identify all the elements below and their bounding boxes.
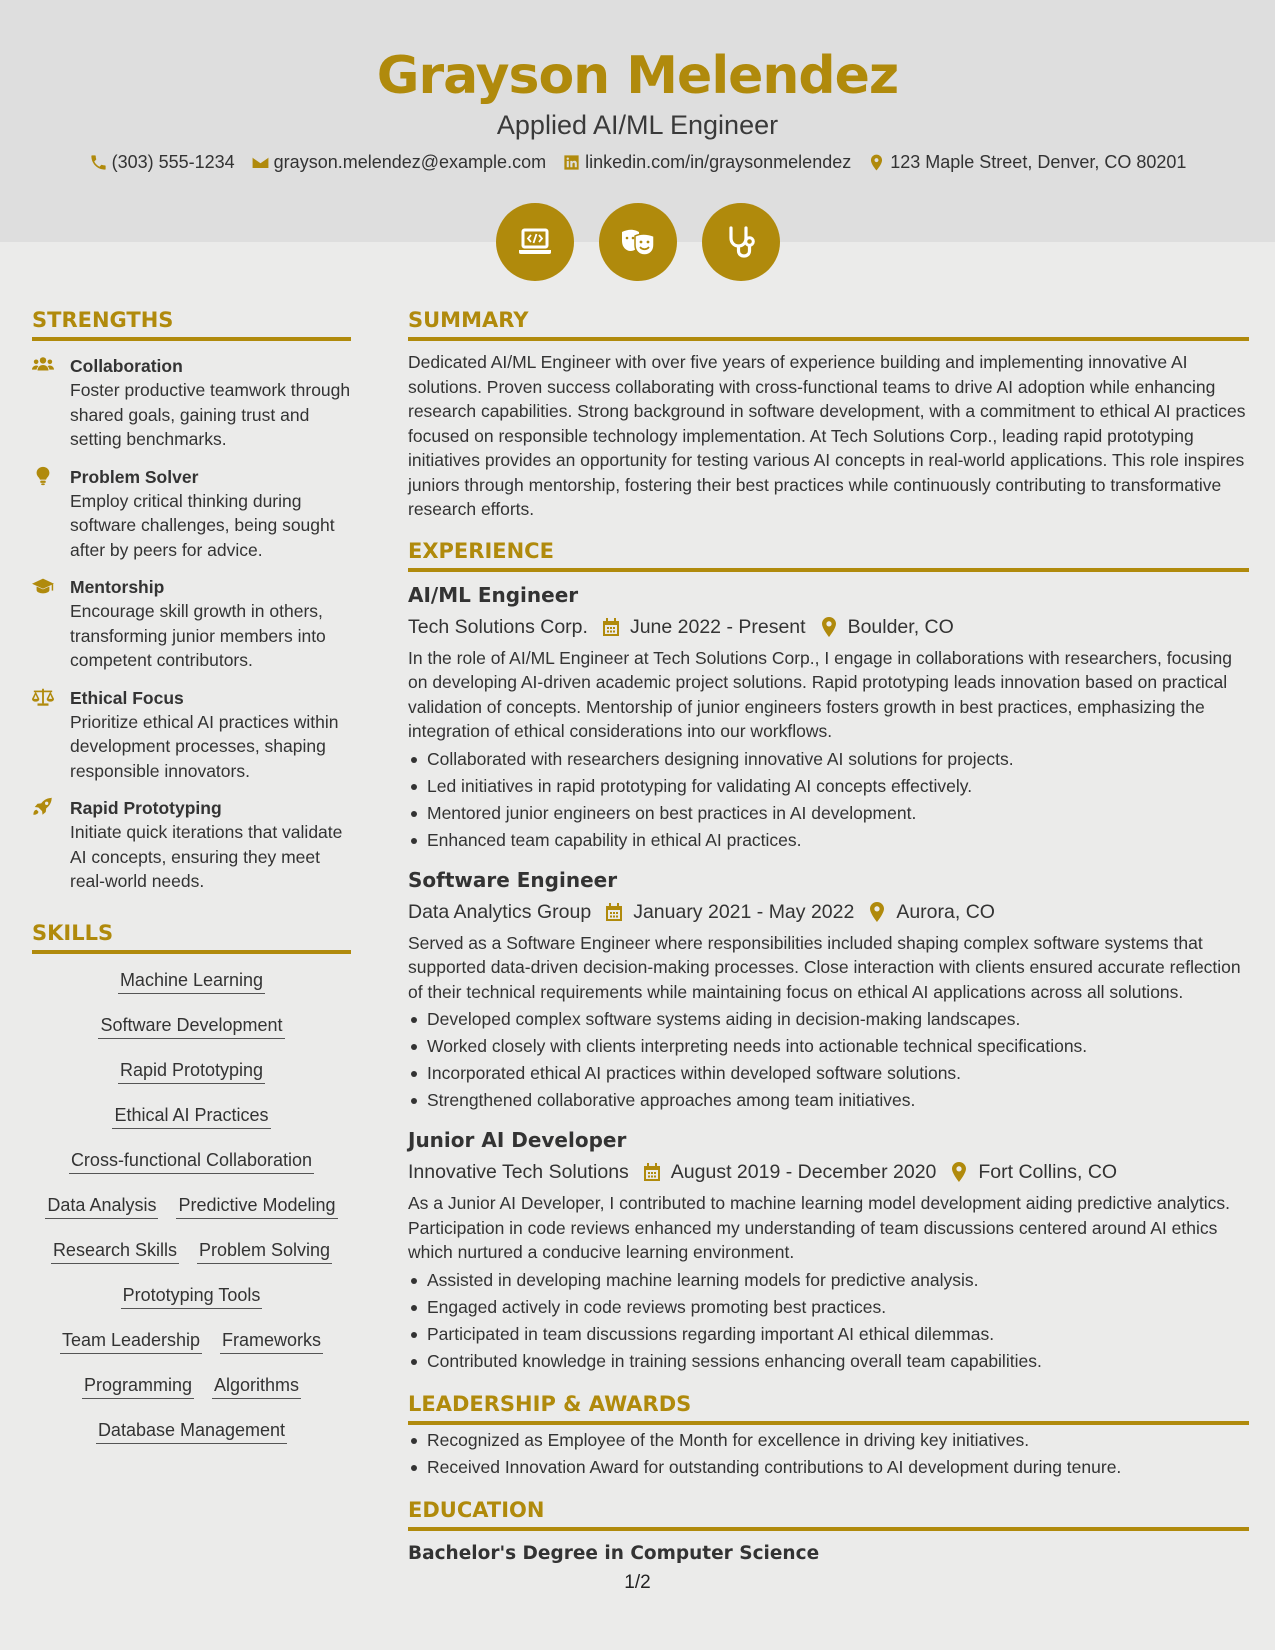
skills-list <box>32 968 351 1463</box>
award-item: Recognized as Employee of the Month for excellence in driving key initiatives. <box>408 1427 1249 1454</box>
candidate-name: Grayson Melendez <box>376 46 899 106</box>
strength-item <box>32 796 351 894</box>
job-location: Aurora, CO <box>896 900 995 923</box>
strength-title: Ethical Focus <box>70 687 184 708</box>
strength-title: Collaboration <box>70 356 183 376</box>
job-description: As a Junior AI Developer, I contributed to machine learning model development aiding predictive analytics. Participation in code reviews enhanced my understanding of team discussions centered around AI ethics which nurtured a conducive learning environment. <box>408 1193 1230 1262</box>
map-pin-icon <box>868 902 886 922</box>
job-entry <box>408 1126 1249 1375</box>
skill-row <box>45 1193 337 1238</box>
skill-tag: Database Management <box>96 1418 287 1444</box>
bullet-item: Incorporated ethical AI practices within developed software solutions. <box>408 1060 1249 1087</box>
page-number: 1/2 <box>624 1572 651 1593</box>
summary-text: Dedicated AI/ML Engineer with over five years of experience building and implementing innovative AI solutions. Proven success collaborating with cross-functional teams to drive AI adoption while enhancing research capabilities. Strong background in software development, with a commitment to ethical AI practices focused on responsible technology implementation. At Tech Solutions Corp., leading rapid prototyping initiatives provides an opportunity for testing various AI concepts in real-world applications. This role inspires juniors through mentorship, fostering their best practices while continuously contributing to transformative research efforts. <box>408 352 1246 519</box>
job-company: Innovative Tech Solutions <box>408 1161 629 1183</box>
strength-desc: Encourage skill growth in others, transforming junior members into competent contributors. <box>70 601 326 670</box>
job-description: In the role of AI/ML Engineer at Tech Solutions Corp., I engage in collaborations with researchers, focusing on developing AI-driven academic project solutions. Rapid prototyping leads innovation based on practical validation of concepts. Mentorship of junior engineers fosters growth in best practices, emphasizing the integration of ethical considerations into our workflows. <box>408 647 1232 741</box>
contact-text: grayson.melendez@example.com <box>273 152 547 172</box>
rocket-icon <box>32 797 54 817</box>
job-meta <box>408 613 1249 641</box>
strength-title: Problem Solver <box>70 466 199 487</box>
bullet-item: Contributed knowledge in training sessions enhancing overall team capabilities. <box>408 1348 1249 1375</box>
experience-heading: EXPERIENCE <box>408 539 1249 572</box>
job-title: AI/ML Engineer <box>408 582 579 607</box>
skill-row <box>118 968 265 1013</box>
job-title-header: Applied AI/ML Engineer <box>496 110 779 140</box>
bullet-item: Assisted in developing machine learning models for predictive analysis. <box>408 1267 1249 1294</box>
skill-row <box>96 1418 287 1463</box>
skill-tag: Machine Learning <box>118 968 265 994</box>
skill-tag: Problem Solving <box>197 1238 332 1264</box>
skill-tag: Ethical AI Practices <box>112 1103 270 1129</box>
map-pin-icon <box>820 617 838 637</box>
bullet-item: Worked closely with clients interpreting needs into actionable technical specifications. <box>408 1033 1249 1060</box>
badge <box>702 203 780 281</box>
strength-item <box>32 575 351 673</box>
bullet-item: Led initiatives in rapid prototyping for validating AI concepts effectively. <box>408 773 1249 800</box>
badge <box>599 203 677 281</box>
skill-row <box>118 1058 265 1103</box>
job-description: Served as a Software Engineer where responsibilities included shaping complex software systems that supported data-driven decision-making processes. Close interaction with clients ensured accurate reflection of their technical requirements while maintaining focus on ethical AI applications across all solutions. <box>408 932 1241 1002</box>
balance-scale-icon <box>32 687 54 707</box>
skill-tag: Cross-functional Collaboration <box>69 1148 314 1174</box>
job-company: Tech Solutions Corp. <box>408 615 588 638</box>
contact-text: (303) 555-1234 <box>111 152 235 172</box>
users-icon <box>32 355 54 375</box>
calendar-icon <box>643 1162 661 1182</box>
bullet-item: Developed complex software systems aiding in decision-making landscapes. <box>408 1006 1249 1033</box>
stethoscope-icon <box>721 222 761 262</box>
skill-tag: Team Leadership <box>60 1328 202 1354</box>
skill-row <box>60 1328 323 1373</box>
job-title: Junior AI Developer <box>408 1128 627 1152</box>
skill-row <box>112 1103 270 1148</box>
contact-text: 123 Maple Street, Denver, CO 80201 <box>890 152 1187 172</box>
envelope-icon <box>251 153 270 172</box>
strength-item <box>32 465 351 563</box>
strength-title: Mentorship <box>70 577 165 597</box>
bullet-item: Enhanced team capability in ethical AI practices. <box>408 827 1249 854</box>
strength-desc: Prioritize ethical AI practices within development processes, shaping responsible innovators. <box>70 711 339 781</box>
strength-desc: Initiate quick iterations that validate AI concepts, ensuring they meet real-world needs. <box>70 822 343 891</box>
job-bullets <box>408 746 1249 854</box>
skill-tag: Predictive Modeling <box>176 1193 337 1219</box>
skill-tag: Frameworks <box>220 1328 323 1354</box>
strength-desc: Employ critical thinking during software challenges, being sought after by peers for advice. <box>70 490 335 560</box>
theater-masks-icon <box>618 222 658 262</box>
job-dates: August 2019 - December 2020 <box>670 1161 937 1183</box>
contact-linkedin[interactable] <box>562 152 851 173</box>
phone-icon <box>89 153 108 172</box>
contact-phone[interactable] <box>89 152 235 173</box>
skill-tag: Algorithms <box>212 1373 301 1399</box>
laptop-code-icon <box>515 222 555 262</box>
awards-list <box>408 1427 1249 1481</box>
bullet-item: Engaged actively in code reviews promoting best practices. <box>408 1294 1249 1321</box>
badge <box>496 203 574 281</box>
job-title: Software Engineer <box>408 867 618 892</box>
job-bullets <box>408 1006 1249 1114</box>
skill-tag: Software Development <box>98 1013 284 1039</box>
strength-item <box>32 686 351 784</box>
strength-desc: Foster productive teamwork through shared goals, gaining trust and setting benchmarks. <box>70 380 351 449</box>
contact-bar <box>0 152 1275 173</box>
calendar-icon <box>602 617 620 637</box>
skill-row <box>51 1238 332 1283</box>
summary-heading: SUMMARY <box>408 308 1249 341</box>
job-location: Fort Collins, CO <box>978 1161 1118 1183</box>
skill-tag: Prototyping Tools <box>121 1283 263 1309</box>
map-pin-icon <box>950 1162 968 1182</box>
education-degree: Bachelor's Degree in Computer Science <box>408 1542 820 1564</box>
skills-heading: SKILLS <box>32 921 351 954</box>
strength-title: Rapid Prototyping <box>70 798 222 818</box>
left-column <box>32 308 351 1463</box>
skill-row <box>98 1013 284 1058</box>
job-entry <box>408 581 1249 854</box>
calendar-icon <box>605 902 623 922</box>
job-meta <box>408 1158 1249 1186</box>
skill-row <box>82 1373 301 1418</box>
skill-tag: Programming <box>82 1373 194 1399</box>
job-entry <box>408 866 1249 1115</box>
bullet-item: Strengthened collaborative approaches among team initiatives. <box>408 1087 1249 1114</box>
job-company: Data Analytics Group <box>408 900 592 923</box>
strength-item <box>32 354 351 452</box>
right-column <box>408 308 1249 1564</box>
bullet-item: Mentored junior engineers on best practices in AI development. <box>408 800 1249 827</box>
bullet-item: Collaborated with researchers designing innovative AI solutions for projects. <box>408 746 1249 773</box>
job-location: Boulder, CO <box>847 615 954 638</box>
interest-badges <box>0 203 1275 281</box>
skill-row <box>69 1148 314 1193</box>
skill-row <box>121 1283 263 1328</box>
contact-text: linkedin.com/in/graysonmelendez <box>585 152 852 172</box>
job-meta <box>408 898 1249 926</box>
job-dates: January 2021 - May 2022 <box>633 900 855 923</box>
lightbulb-icon <box>32 466 54 486</box>
job-dates: June 2022 - Present <box>629 615 806 638</box>
bullet-item: Participated in team discussions regarding important AI ethical dilemmas. <box>408 1321 1249 1348</box>
awards-heading: LEADERSHIP & AWARDS <box>408 1392 1249 1425</box>
strengths-heading: STRENGTHS <box>32 308 351 341</box>
linkedin-icon <box>562 153 581 172</box>
contact-address <box>867 152 1186 173</box>
map-pin-icon <box>867 153 886 172</box>
job-bullets <box>408 1267 1249 1375</box>
skill-tag: Data Analysis <box>45 1193 158 1219</box>
award-item: Received Innovation Award for outstanding contributions to AI development during tenure. <box>408 1454 1249 1481</box>
education-heading: EDUCATION <box>408 1498 1249 1531</box>
skill-tag: Research Skills <box>51 1238 179 1264</box>
skill-tag: Rapid Prototyping <box>118 1058 265 1084</box>
graduation-cap-icon <box>32 576 54 596</box>
contact-email[interactable] <box>251 152 546 173</box>
